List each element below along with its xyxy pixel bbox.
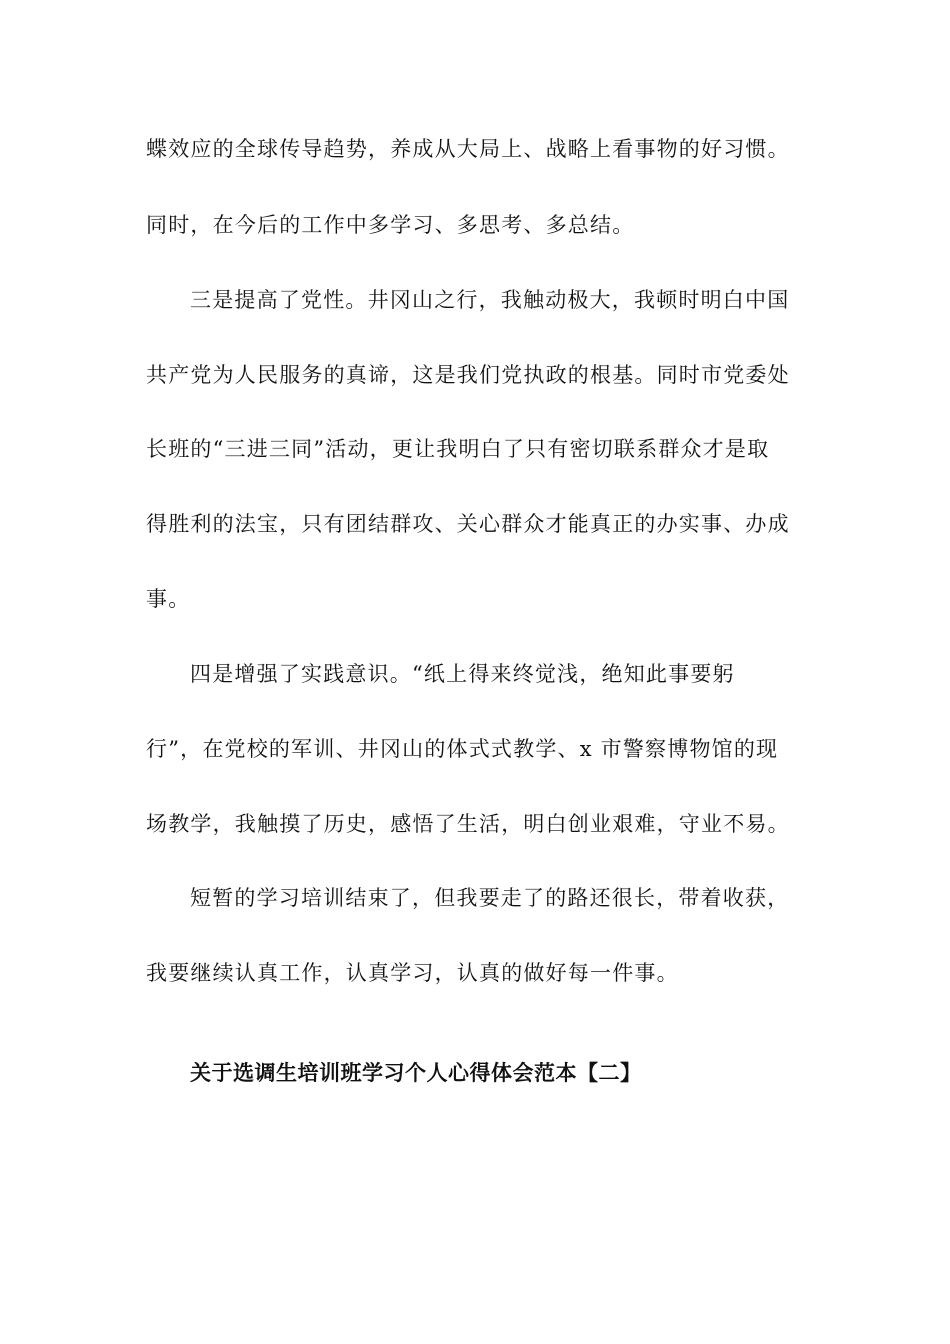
paragraph-3-line-2: 行”，在党校的军训、井冈山的体式式教学、x 市警察博物馆的现 (146, 737, 779, 761)
paragraph-3-line-3: 场教学，我触摸了历史，感悟了生活，明白创业艰难，守业不易。 (146, 812, 790, 836)
section-heading: 关于选调生培训班学习个人心得体会范本【二】 (190, 1060, 642, 1085)
paragraph-4-line-1: 短暂的学习培训结束了，但我要走了的路还很长，带着收获， (190, 886, 790, 910)
paragraph-3-line-1: 四是增强了实践意识。“纸上得来终觉浅，绝知此事要躬 (190, 662, 735, 686)
paragraph-2-line-3: 长班的“三进三同”活动，更让我明白了只有密切联系群众才是取 (146, 437, 770, 461)
paragraph-1-line-1: 蝶效应的全球传导趋势，养成从大局上、战略上看事物的好习惯。 (146, 137, 790, 161)
paragraph-2-line-5: 事。 (146, 587, 191, 611)
paragraph-2-line-4: 得胜利的法宝，只有团结群攻、关心群众才能真正的办实事、办成 (146, 512, 790, 536)
paragraph-2-line-1: 三是提高了党性。井冈山之行，我触动极大，我顿时明白中国 (190, 288, 790, 312)
paragraph-2-line-2: 共产党为人民服务的真谛，这是我们党执政的根基。同时市党委处 (146, 363, 790, 387)
paragraph-4-line-2: 我要继续认真工作，认真学习，认真的做好每一件事。 (146, 961, 679, 985)
paragraph-1-line-2: 同时，在今后的工作中多学习、多思考、多总结。 (146, 213, 635, 237)
